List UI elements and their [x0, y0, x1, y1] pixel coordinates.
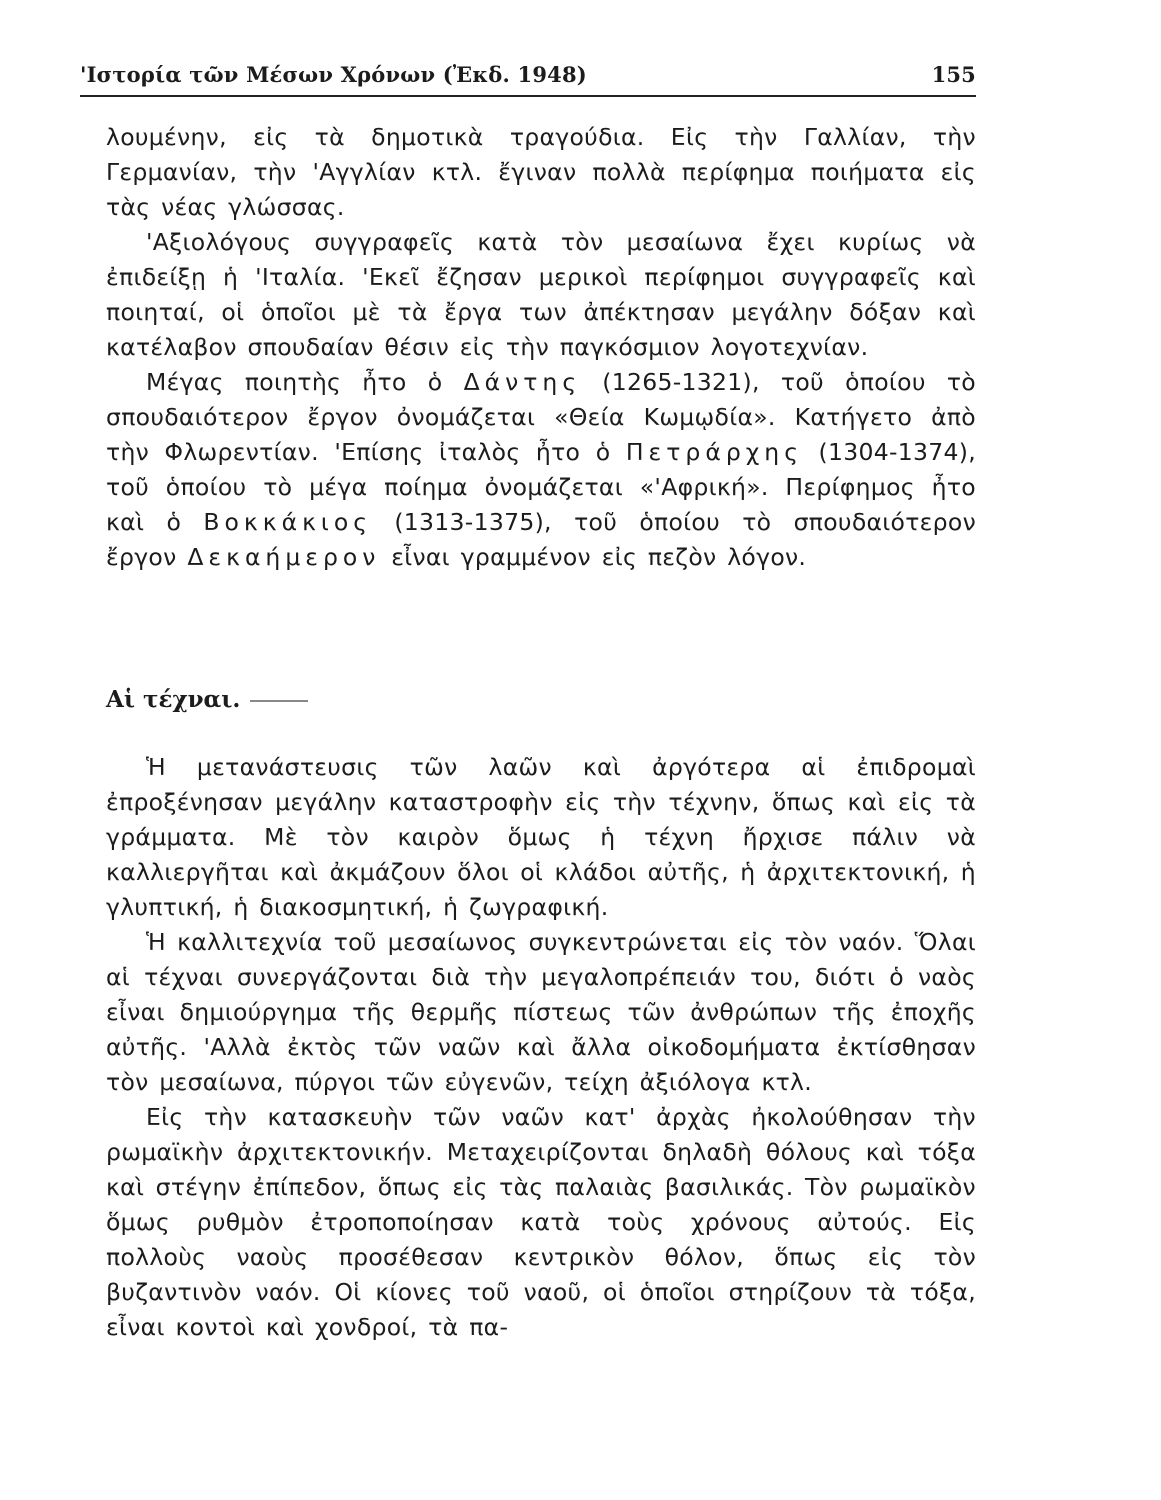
title-decameron: Δεκαήμερον — [187, 543, 381, 571]
body-text-lower — [106, 750, 976, 1345]
text-run: (1265-1321), τοῦ ὁποίου τὸ σπουδαιότερον ἔργον ὀνομάζεται «Θεία Κωμῳδία». Κατήγετο ἀπὸ τὴν Φλωρεντίαν. 'Επίσης ἰταλὸς ἦτο ὁ — [106, 368, 976, 466]
paragraph-arts-decline: Ἡ μετανάστευσις τῶν λαῶν καὶ ἀργότερα αἱ ἐπιδρομαὶ ἐπροξένησαν μεγάλην καταστροφὴν εἰς τὴν τέχνην, ὅπως καὶ εἰς τὰ γράμματα. Μὲ τὸν καιρὸν ὅμως ἡ τέχνη ἤρχισε πάλιν νὰ καλλιεργῆται καὶ ἀκμάζουν ὅλοι οἱ κλάδοι αὐτῆς, ἡ ἀρχιτεκτονική, ἡ γλυπτική, ἡ διακοσμητική, ἡ ζωγραφική. — [106, 753, 976, 921]
name-petrarch: Πετράρχης — [625, 438, 803, 466]
header-rule — [80, 95, 976, 97]
running-head — [80, 58, 976, 94]
paragraph-church-art: Ἡ καλλιτεχνία τοῦ μεσαίωνος συγκεντρώνεται εἰς τὸν ναόν. Ὅλαι αἱ τέχναι συνεργάζονται διὰ τὴν μεγαλοπρέπειάν του, διότι ὁ ναὸς εἶναι δημιούργημα τῆς θερμῆς πίστεως τῶν ἀνθρώπων τῆς ἐποχῆς αὐτῆς. 'Αλλὰ ἐκτὸς τῶν ναῶν καὶ ἄλλα οἰκοδομήματα ἐκτίσθησαν τὸν μεσαίωνα, πύργοι τῶν εὐγενῶν, τείχη ἀξιόλογα κτλ. — [106, 928, 976, 1096]
body-text-upper — [106, 120, 976, 575]
text-run: Μέγας ποιητὴς ἦτο ὁ — [146, 368, 443, 396]
text-run: εἶναι γραμμένον εἰς πεζὸν λόγον. — [391, 543, 807, 571]
text-run: (1304-1374), τοῦ ὁποίου τὸ μέγα ποίημα ὀνομάζεται «'Αφρική». Περίφημος ἦτο καὶ ὁ — [106, 438, 976, 536]
section-heading — [106, 686, 308, 722]
paragraph-italian-writers: 'Αξιολόγους συγγραφεῖς κατὰ τὸν μεσαίωνα ἔχει κυρίως νὰ ἐπιδείξῃ ἡ 'Ιταλία. 'Εκεῖ ἔζησαν μερικοὶ περίφημοι συγγραφεῖς καὶ ποιηταί, οἱ ὁποῖοι μὲ τὰ ἔργα των ἀπέκτησαν μεγάλην δόξαν καὶ κατέλαβον σπουδαίαν θέσιν εἰς τὴν παγκόσμιον λογοτεχνίαν. — [106, 228, 976, 361]
name-boccaccio: Βοκκάκιος — [203, 508, 373, 536]
text-run: (1313-1375), τοῦ ὁποίου τὸ σπουδαιότερον ἔργον — [106, 508, 977, 571]
page-number: 155 — [931, 62, 976, 87]
section-heading-text: Αἱ τέχναι. — [106, 686, 241, 713]
name-dante: Δάντης — [463, 368, 582, 396]
running-head-title: 'Ιστορία τῶν Μέσων Χρόνων (Ἐκδ. 1948) — [80, 62, 587, 87]
paragraph-architecture: Εἰς τὴν κατασκευὴν τῶν ναῶν κατ' ἀρχὰς ἠκολούθησαν τὴν ρωμαϊκὴν ἀρχιτεκτονικήν. Μεταχειρίζονται δηλαδὴ θόλους καὶ τόξα καὶ στέγην ἐπίπεδον, ὅπως εἰς τὰς παλαιὰς βασιλικάς. Τὸν ρωμαϊκὸν ὅμως ρυθμὸν ἐτροποποίησαν κατὰ τοὺς χρόνους αὐτούς. Εἰς πολλοὺς ναοὺς προσέθεσαν κεντρικὸν θόλον, ὅπως εἰς τὸν βυζαντινὸν ναόν. Οἱ κίονες τοῦ ναοῦ, οἱ ὁποῖοι στηρίζουν τὰ τόξα, εἶναι κοντοὶ καὶ χονδροί, τὰ πα- — [106, 1103, 976, 1341]
heading-dash — [250, 700, 308, 702]
paragraph-continued: λουμένην, εἰς τὰ δημοτικὰ τραγούδια. Εἰς τὴν Γαλλίαν, τὴν Γερμανίαν, τὴν 'Αγγλίαν κτλ. ἔγιναν πολλὰ περίφημα ποιήματα εἰς τὰς νέας γλώσσας. — [106, 123, 976, 221]
paragraph-poets — [106, 365, 976, 575]
